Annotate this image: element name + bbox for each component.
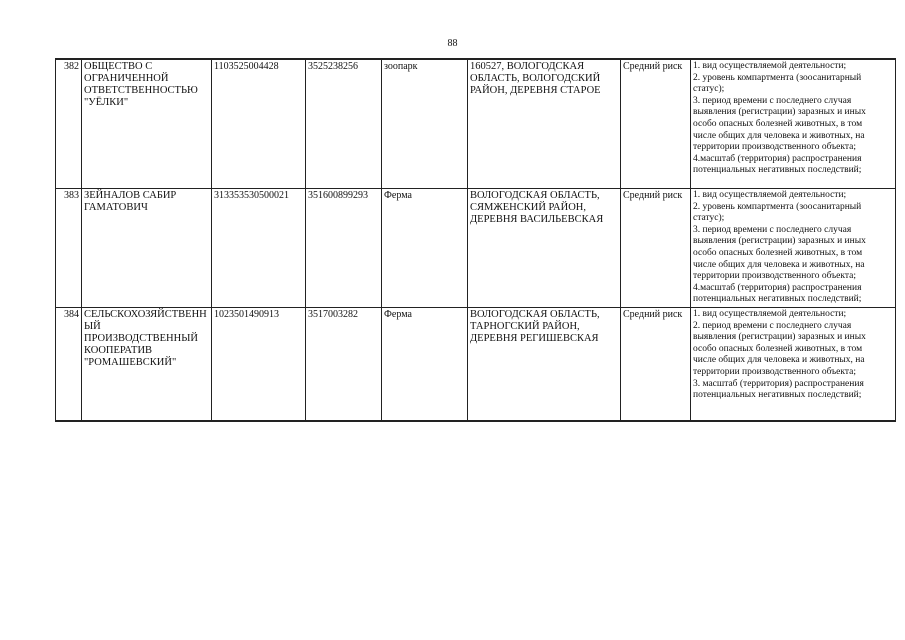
risk-factor-line: числе общих для человека и животных, на [693,355,865,366]
risk-factor-line: числе общих для человека и животных, на [693,130,865,141]
risk-factor-line: территории производственного объекта; [693,142,856,153]
risk-factor-line: особо опасных болезней животных, в том [693,343,863,354]
inn-value: 3517003282 [306,307,382,421]
risk-category: Средний риск [621,307,691,421]
risk-factor-line: потенциальных негативных последствий; [693,165,862,176]
risk-factor-line: выявления (регистрации) заразных и иных [693,236,866,247]
risk-factor-line: особо опасных болезней животных, в том [693,247,863,258]
address: ВОЛОГОДСКАЯ ОБЛАСТЬ, СЯМЖЕНСКИЙ РАЙОН, ДЕРЕВНЯ ВАСИЛЬЕВСКАЯ [468,189,621,308]
risk-factor-line: 2. уровень компартмента (зоосанитарный [693,201,862,212]
inn-value: 3525238256 [306,59,382,189]
object-type: Ферма [382,307,468,421]
object-type: зоопарк [382,59,468,189]
row-number: 384 [56,307,82,421]
address: ВОЛОГОДСКАЯ ОБЛАСТЬ, ТАРНОГСКИЙ РАЙОН, ДЕРЕВНЯ РЕГИШЕВСКАЯ [468,307,621,421]
table-row [56,307,896,421]
risk-factor-line: территории производственного объекта; [693,366,856,377]
ogrn-value: 1023501490913 [212,307,306,421]
risk-factor-line: 3. период времени с последнего случая [693,95,852,106]
risk-factor-line: 1. вид осуществляемой деятельности; [693,190,847,200]
risk-factor-line: 4.масштаб (территория) распространения [693,153,862,164]
organization-name: ОБЩЕСТВО С ОГРАНИЧЕННОЙ ОТВЕТСТВЕННОСТЬЮ "УЁЛКИ" [82,59,212,189]
risk-factor-line: территории производственного объекта; [693,271,856,282]
risk-factor-line: выявления (регистрации) заразных и иных [693,332,866,343]
risk-factor-line: выявления (регистрации) заразных и иных [693,107,866,118]
page-number: 88 [447,38,458,49]
risk-factor-line: статус); [693,84,725,95]
risk-factor-line: 1. вид осуществляемой деятельности; [693,61,847,71]
risk-factor-line: статус); [693,213,725,224]
risk-factors [691,307,896,421]
risk-factors [691,59,896,189]
inn-value: 351600899293 [306,189,382,308]
organization-name: СЕЛЬСКОХОЗЯЙСТВЕННЫЙ ПРОИЗВОДСТВЕННЫЙ КООПЕРАТИВ "РОМАШЕВСКИЙ" [82,307,212,421]
risk-factor-line: 3. масштаб (территория) распространения [693,378,864,389]
address: 160527, ВОЛОГОДСКАЯ ОБЛАСТЬ, ВОЛОГОДСКИЙ РАЙОН, ДЕРЕВНЯ СТАРОЕ [468,59,621,189]
registry-table [55,58,896,422]
table-row [56,59,896,189]
object-type: Ферма [382,189,468,308]
table-row [56,189,896,308]
risk-factor-line: 1. вид осуществляемой деятельности; [693,308,847,319]
risk-factor-line: числе общих для человека и животных, на [693,259,865,270]
risk-category: Средний риск [621,59,691,189]
risk-factor-line: особо опасных болезней животных, в том [693,118,863,129]
ogrn-value: 1103525004428 [212,59,306,189]
risk-factor-line: 2. уровень компартмента (зоосанитарный [693,72,862,83]
risk-factor-line: 3. период времени с последнего случая [693,224,852,235]
row-number: 383 [56,189,82,308]
risk-category: Средний риск [621,189,691,308]
risk-factor-line: 4.масштаб (территория) распространения [693,282,862,293]
risk-factor-line: потенциальных негативных последствий; [693,294,862,305]
risk-factor-line: потенциальных негативных последствий; [693,390,862,401]
organization-name: ЗЕЙНАЛОВ САБИР ГАМАТОВИЧ [82,189,212,308]
ogrn-value: 313353530500021 [212,189,306,308]
row-number: 382 [56,59,82,189]
risk-factors [691,189,896,308]
risk-factor-line: 2. период времени с последнего случая [693,320,852,331]
